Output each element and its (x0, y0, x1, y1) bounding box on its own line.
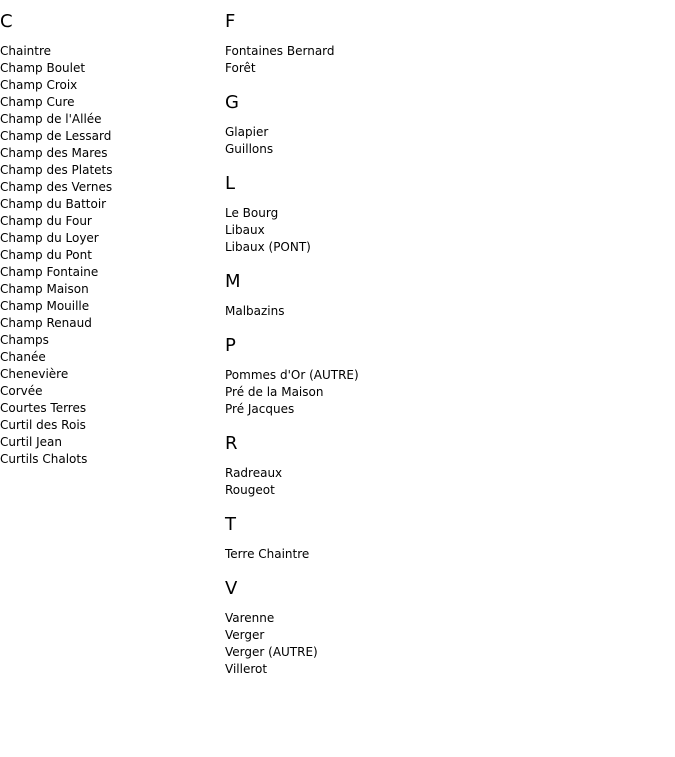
name-link[interactable]: Curtil des Rois (0, 418, 86, 432)
name-link[interactable]: Champ des Platets (0, 163, 113, 177)
name-list (225, 546, 665, 563)
name-link[interactable]: Verger (AUTRE) (225, 645, 318, 659)
name-link[interactable]: Chenevière (0, 367, 69, 381)
name-link[interactable]: Champ Boulet (0, 61, 86, 75)
letter-group (225, 432, 665, 499)
letter-heading: P (225, 335, 236, 356)
name-link[interactable]: Verger (225, 628, 265, 642)
letter-group (225, 91, 665, 158)
letter-group (225, 172, 665, 256)
name-link[interactable]: Libaux (PONT) (225, 240, 311, 254)
name-link[interactable]: Pré de la Maison (225, 385, 324, 399)
letter-group (225, 270, 665, 320)
name-link[interactable]: Champ Renaud (0, 316, 92, 330)
name-link[interactable]: Varenne (225, 611, 275, 625)
name-link[interactable]: Champ du Pont (0, 248, 92, 262)
name-link[interactable]: Champ de l'Allée (0, 112, 102, 126)
name-link[interactable]: Champ Mouille (0, 299, 90, 313)
name-link[interactable]: Champ des Vernes (0, 180, 113, 194)
name-link[interactable]: Terre Chaintre (225, 547, 310, 561)
name-link[interactable]: Champ du Loyer (0, 231, 99, 245)
name-list (225, 303, 665, 320)
name-link[interactable]: Champ Maison (0, 282, 89, 296)
name-list (225, 610, 665, 678)
name-link[interactable]: Curtil Jean (0, 435, 62, 449)
name-link[interactable]: Champ Cure (0, 95, 75, 109)
name-link[interactable]: Chaintre (0, 44, 52, 58)
letter-heading: L (225, 173, 236, 194)
name-link[interactable]: Forêt (225, 61, 256, 75)
letter-heading: R (225, 433, 238, 454)
name-link[interactable]: Malbazins (225, 304, 285, 318)
name-link[interactable]: Guillons (225, 142, 274, 156)
letter-heading: C (0, 11, 13, 32)
name-link[interactable]: Champ Fontaine (0, 265, 99, 279)
letter-group (225, 577, 665, 678)
letter-group (225, 334, 665, 418)
name-link[interactable]: Pommes d'Or (AUTRE) (225, 368, 359, 382)
name-link[interactable]: Chanée (0, 350, 46, 364)
name-link[interactable]: Champ du Battoir (0, 197, 107, 211)
name-link[interactable]: Villerot (225, 662, 268, 676)
letter-heading: G (225, 92, 239, 113)
name-link[interactable]: Le Bourg (225, 206, 279, 220)
name-list (225, 43, 665, 77)
letter-group (0, 10, 215, 468)
letter-group (225, 513, 665, 563)
name-link[interactable]: Fontaines Bernard (225, 44, 335, 58)
name-list (225, 205, 665, 256)
name-link[interactable]: Champ des Mares (0, 146, 108, 160)
letter-heading: F (225, 11, 236, 32)
letter-heading: T (225, 514, 236, 535)
name-link[interactable]: Glapier (225, 125, 269, 139)
name-link[interactable]: Champ du Four (0, 214, 92, 228)
name-list (225, 367, 665, 418)
name-link[interactable]: Radreaux (225, 466, 283, 480)
name-link[interactable]: Rougeot (225, 483, 275, 497)
name-list (225, 124, 665, 158)
letter-heading: M (225, 271, 241, 292)
name-link[interactable]: Corvée (0, 384, 43, 398)
name-link[interactable]: Libaux (225, 223, 265, 237)
name-list (225, 465, 665, 499)
name-link[interactable]: Champ Croix (0, 78, 78, 92)
name-link[interactable]: Champs (0, 333, 49, 347)
name-list (0, 43, 215, 468)
name-link[interactable]: Courtes Terres (0, 401, 87, 415)
name-link[interactable]: Curtils Chalots (0, 452, 88, 466)
name-link[interactable]: Pré Jacques (225, 402, 295, 416)
index-column-left (0, 10, 215, 482)
name-link[interactable]: Champ de Lessard (0, 129, 112, 143)
index-column-right (225, 10, 665, 692)
letter-heading: V (225, 578, 238, 599)
letter-group (225, 10, 665, 77)
